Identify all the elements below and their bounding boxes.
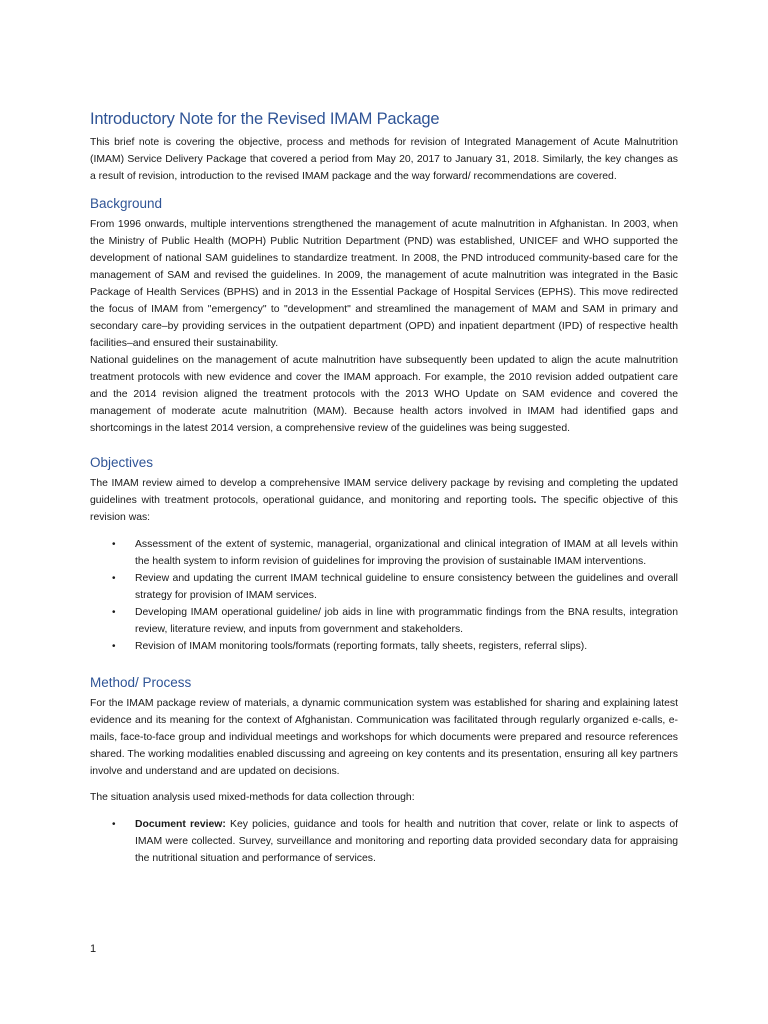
bullet-label: Document review:	[135, 819, 226, 830]
document-body	[90, 108, 678, 867]
background-heading: Background	[90, 196, 163, 211]
list-item: • Document review: Key policies, guidance and tools for health and nutrition that cover, relate or link to aspects of IMAM were collected. Survey, surveillance and monitoring and reporting data provided secondary data for appraising the nutritional situation and performance of services.	[90, 816, 678, 867]
bullet-icon: •	[112, 641, 116, 652]
objectives-heading: Objectives	[90, 455, 154, 470]
objectives-paragraph	[90, 475, 678, 526]
method-list	[90, 816, 678, 867]
objectives-paragraph-bold: .	[533, 495, 537, 506]
document-title: Introductory Note for the Revised IMAM Package	[90, 110, 440, 128]
objectives-list	[90, 536, 678, 655]
objectives-paragraph-main: The IMAM review aimed to develop a comprehensive IMAM service delivery package by revising and completing the updated guidelines with treatment protocols, operational guidance, and monitoring and reporting tools	[90, 478, 678, 506]
list-item: • Review and updating the current IMAM technical guideline to ensure consistency between the guidelines and overall strategy for provision of IMAM services.	[90, 570, 678, 604]
objectives-paragraph-end: The specific objective of this revision was:	[90, 495, 678, 523]
method-paragraph-2: The situation analysis used mixed-methods for data collection through:	[90, 792, 415, 803]
bullet-icon: •	[112, 819, 116, 830]
page-number: 1	[90, 943, 97, 955]
intro-paragraph: This brief note is covering the objective, process and methods for revision of Integrated Management of Acute Malnutrition (IMAM) Service Delivery Package that covered a period from May 20, 2017 to January 31, 2018. Similarly, the key changes as a result of revision, introduction to the revised IMAM package and the way forward/ recommendations are covered.	[90, 137, 678, 182]
list-item: • Assessment of the extent of systemic, managerial, organizational and clinical integration of IMAM at all levels within the health system to inform revision of guidelines for improving the provision of sustainable IMAM interventions.	[90, 536, 678, 570]
bullet-icon: •	[112, 539, 116, 550]
method-paragraph-1: For the IMAM package review of materials, a dynamic communication system was established for sharing and explaining latest evidence and its meaning for the context of Afghanistan. Communication was facilitated through regularly organized e-calls, e-mails, face-to-face group and individual meetings and workshops for which documents were prepared and resource references shared. The working modalities enabled discussing and agreeing on key contents and its presentation, ensuring all key partners involve and understand and are updated on decisions.	[90, 698, 678, 777]
list-item: • Revision of IMAM monitoring tools/formats (reporting formats, tally sheets, registers, referral slips).	[90, 638, 678, 655]
background-paragraph-1: From 1996 onwards, multiple interventions strengthened the management of acute malnutrition in Afghanistan. In 2003, when the Ministry of Public Health (MOPH) Public Nutrition Department (PND) was established, UNICEF and WHO supported the development of national SAM guidelines to standardize treatment. In 2008, the PND introduced community-based care for the management of SAM and revised the guidelines. In 2009, the management of acute malnutrition was integrated in the Basic Package of Health Services (BPHS) and in 2013 in the Essential Package of Hospital Services (EPHS). This move redirected the focus of IMAM from "emergency" to "development" and streamlined the management of MAM and SAM in primary and secondary care–by providing services in the outpatient department (OPD) and inpatient department (IPD) of respective health facilities–and ensured their sustainability.	[90, 219, 678, 349]
method-heading: Method/ Process	[90, 675, 192, 690]
bullet-icon: •	[112, 573, 116, 584]
bullet-icon: •	[112, 607, 116, 618]
list-item: • Developing IMAM operational guideline/ job aids in line with programmatic findings from the BNA results, integration review, literature review, and inputs from government and stakeholders.	[90, 604, 678, 638]
background-paragraph-2: National guidelines on the management of acute malnutrition have subsequently been updated to align the acute malnutrition treatment protocols with new evidence and cover the IMAM approach. For example, the 2010 revision added outpatient care and the 2014 revision aligned the treatment protocols with the 2013 WHO Update on SAM evidence and covered the management of moderate acute malnutrition (MAM). Because health actors involved in IMAM had identified gaps and shortcomings in the latest 2014 version, a comprehensive review of the guidelines was being suggested.	[90, 355, 678, 434]
